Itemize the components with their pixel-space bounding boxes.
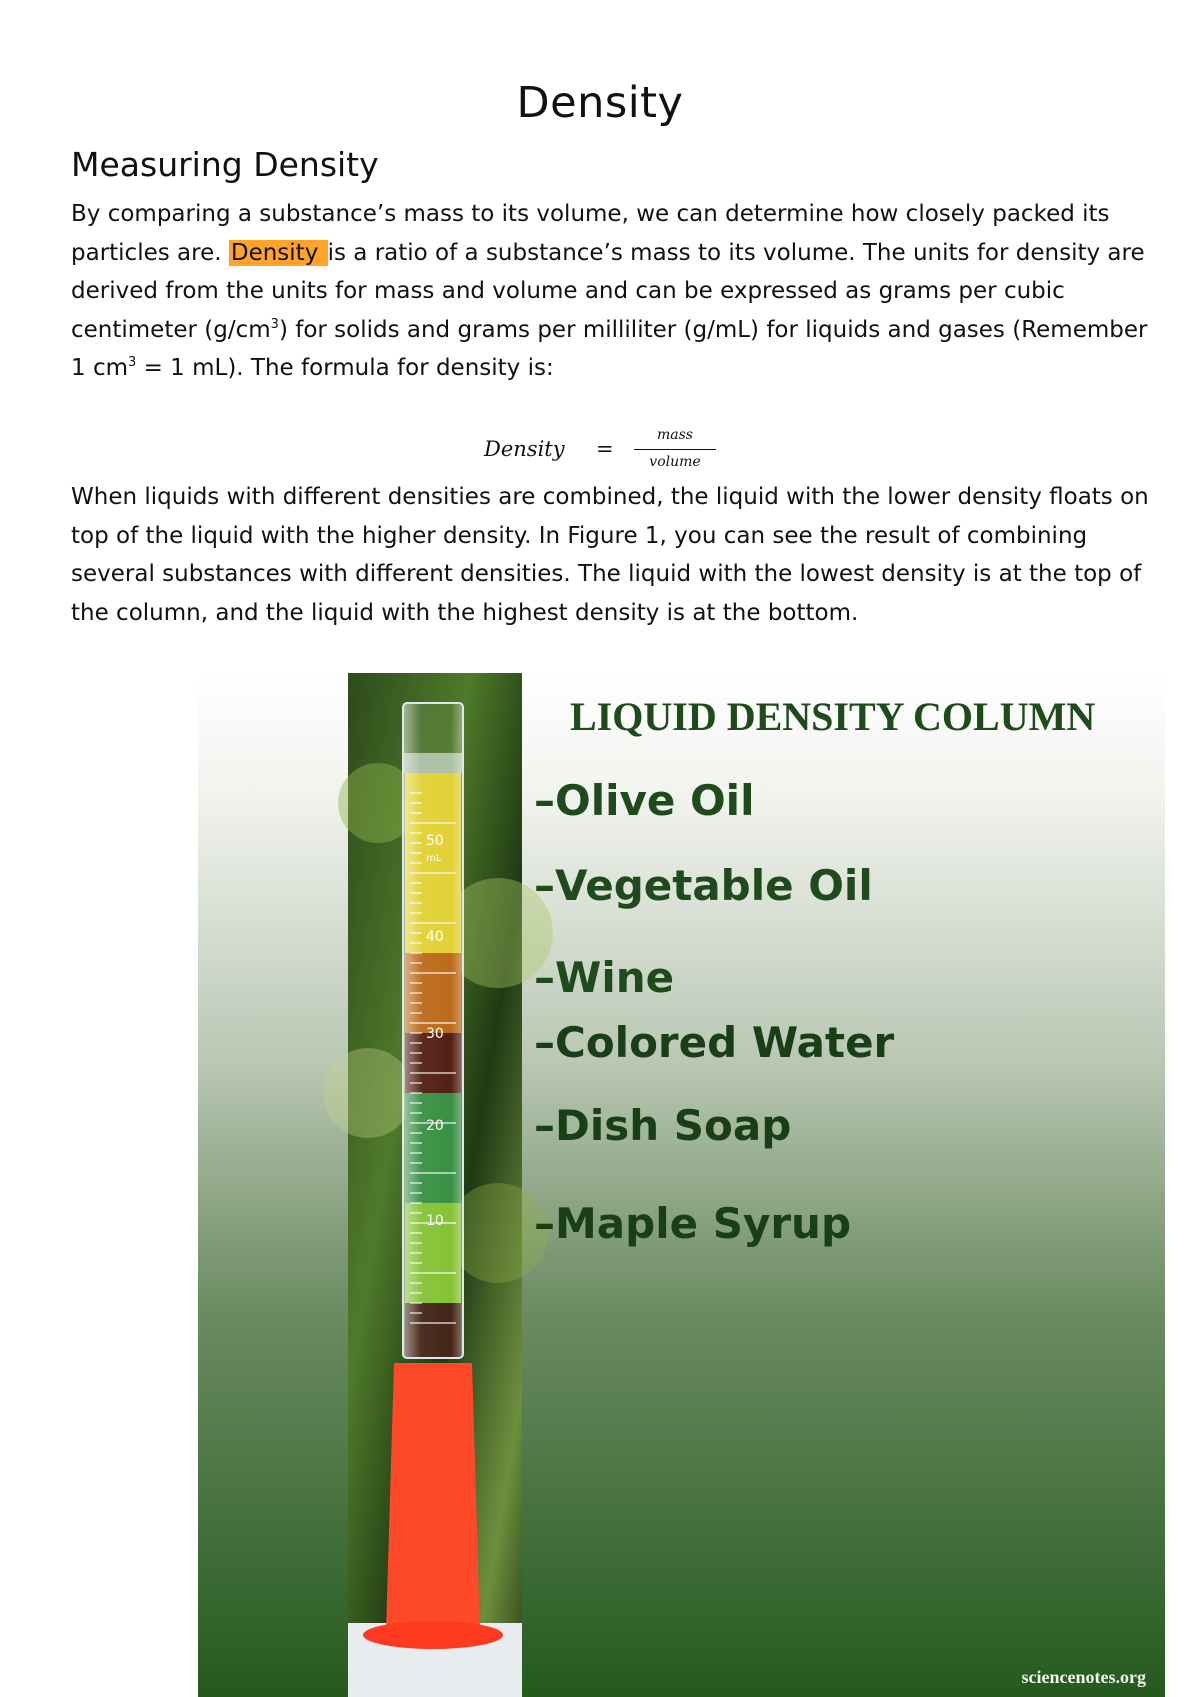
figure-background [198, 673, 1165, 1697]
formula-numerator: mass [657, 427, 693, 443]
layer-label: –Colored Water [534, 1018, 895, 1067]
layer-label: –Wine [534, 953, 675, 1002]
combining-liquids-paragraph: When liquids with different densities are combined, the liquid with the lower density floats on top of the liquid with the higher density. In Figure 1, you can see the result of combining several substances with different densities. The liquid with the lowest density is at the top of the column, and the liquid with the highest density is at the bottom. [71, 484, 1149, 626]
layer-label: –Olive Oil [534, 776, 755, 825]
intro-text-a: By comparing a substance’s mass to its volume, we can determine how closely packed its particles are. [71, 201, 1110, 266]
cylinder-mark: 40 [426, 929, 444, 945]
intro-paragraph [71, 195, 1151, 388]
highlighted-term: Density [230, 239, 326, 266]
cylinder-mark: mL [426, 853, 442, 864]
page-title: Density [516, 78, 684, 128]
superscript: 3 [128, 355, 137, 371]
fraction-bar [634, 449, 716, 450]
layer-label: –Vegetable Oil [534, 861, 873, 910]
cylinder-mark: 10 [426, 1213, 444, 1229]
cylinder-mark: 50 [426, 833, 444, 849]
intro-text-b: is a ratio of a substance’s mass to its volume. The units for density are derived from the units for mass and volume and can be expressed as grams per cubic centimeter (g/cm [71, 239, 1145, 343]
density-column-figure [198, 673, 1165, 1697]
intro-text-d: = 1 mL). The formula for density is: [136, 355, 554, 382]
layer-label: –Maple Syrup [534, 1199, 852, 1248]
section-heading: Measuring Density [71, 145, 379, 184]
formula-equals: = [596, 437, 614, 461]
cylinder-mark: 20 [426, 1118, 444, 1134]
density-formula [0, 428, 1200, 476]
superscript: 3 [270, 316, 279, 332]
layer-label: –Dish Soap [534, 1101, 792, 1150]
cylinder-base [386, 1363, 480, 1633]
cylinder-mark: 30 [426, 1026, 444, 1042]
figure-title: LIQUID DENSITY COLUMN [570, 694, 1096, 739]
figure-credit: sciencenotes.org [1021, 1667, 1146, 1687]
intro-text-c: ) for solids and grams per milliliter (g/mL) for liquids and gases (Remember 1 cm [71, 316, 1148, 382]
formula-lhs: Density [484, 437, 565, 461]
formula-denominator: volume [649, 454, 701, 470]
